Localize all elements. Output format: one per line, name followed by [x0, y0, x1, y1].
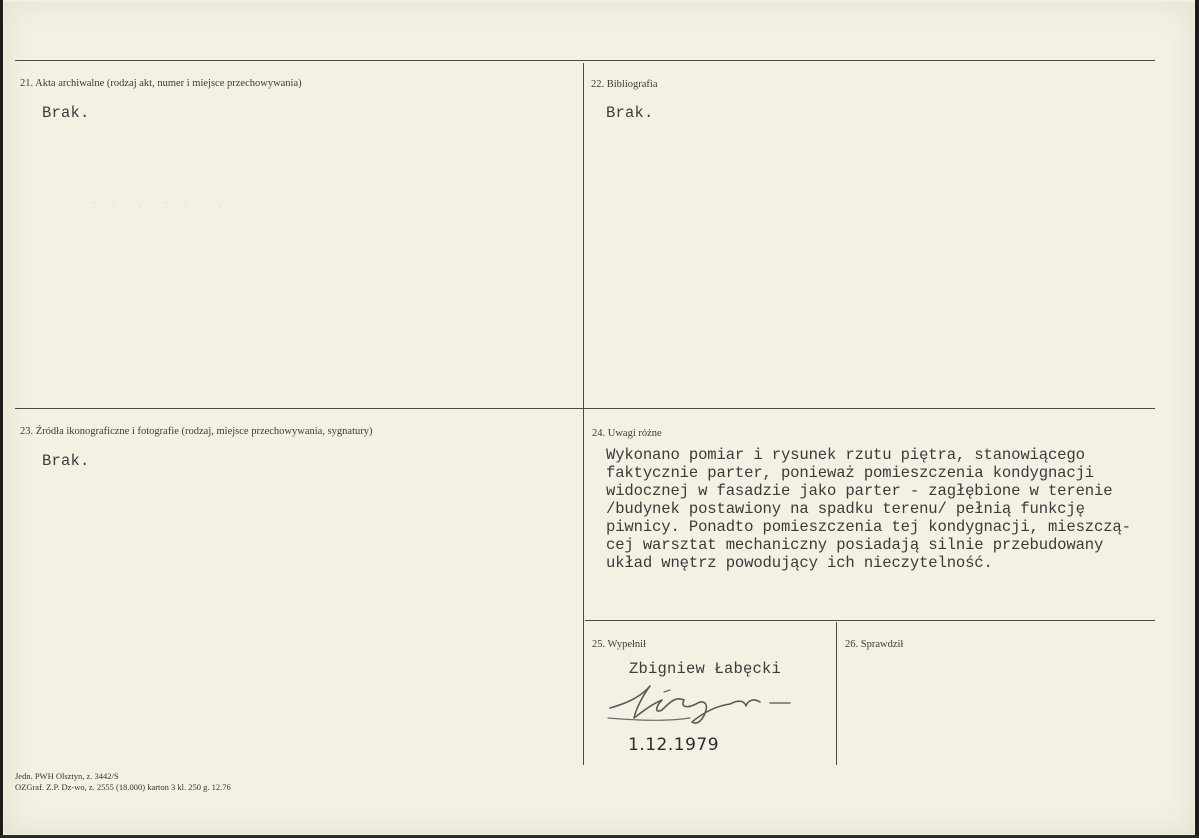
section-21-value: Brak. — [42, 104, 90, 122]
section-26-label: 26. Sprawdził — [845, 639, 904, 650]
show-through-mark: - - . - - . — [90, 195, 226, 212]
remarks-line: Wykonano pomiar i rysunek rzutu piętra, stanowiącego — [606, 446, 1085, 464]
handwritten-signature — [604, 678, 804, 730]
section-22-label: 22. Bibliografia — [591, 79, 658, 90]
scan-edge-left — [0, 0, 3, 838]
printer-imprint-line-2: OZGraf. Z.P. Dz-wo, z. 2555 (18.000) karton 3 kl. 250 g. 12.76 — [15, 782, 231, 792]
scan-edge-right — [1195, 0, 1199, 838]
remarks-line: cej warsztat mechaniczny posiadają silnie przebudowany — [606, 536, 1104, 554]
printer-imprint-line-1: Jedn. PWH Olsztyn, z. 3442/S — [15, 771, 119, 781]
section-25-label: 25. Wypełnił — [592, 639, 647, 650]
filled-date: 1.12.1979 — [628, 735, 720, 755]
section-23-label: 23. Źródła ikonograficzne i fotografie (rodzaj, miejsce przechowywania, sygnatury) — [20, 426, 373, 437]
form-sheet — [4, 2, 1194, 834]
remarks-line: widocznej w fasadzie jako parter - zagłębione w terenie — [606, 482, 1113, 500]
center-divider — [583, 63, 584, 765]
remarks-line: faktycznie parter, ponieważ pomieszczenia kondygnacji — [606, 464, 1095, 482]
top-rule — [15, 60, 1155, 61]
filled-by-name: Zbigniew Łabęcki — [629, 660, 782, 678]
remarks-line: /budynek postawiony na spadku terenu/ pełnią funkcję — [606, 500, 1085, 518]
remarks-line: piwnicy. Ponadto pomieszczenia tej kondygnacji, mieszczą- — [606, 518, 1131, 536]
section-22-value: Brak. — [606, 104, 654, 122]
middle-rule — [15, 408, 1155, 409]
remarks-line: układ wnętrz powodujący ich nieczytelność. — [606, 554, 993, 572]
signature-divider — [836, 622, 837, 765]
section-23-value: Brak. — [42, 452, 90, 470]
section-21-label: 21. Akta archiwalne (rodzaj akt, numer i miejsce przechowywania) — [20, 78, 302, 89]
section-24-label: 24. Uwagi różne — [592, 428, 662, 439]
remarks-bottom-rule — [585, 620, 1155, 621]
